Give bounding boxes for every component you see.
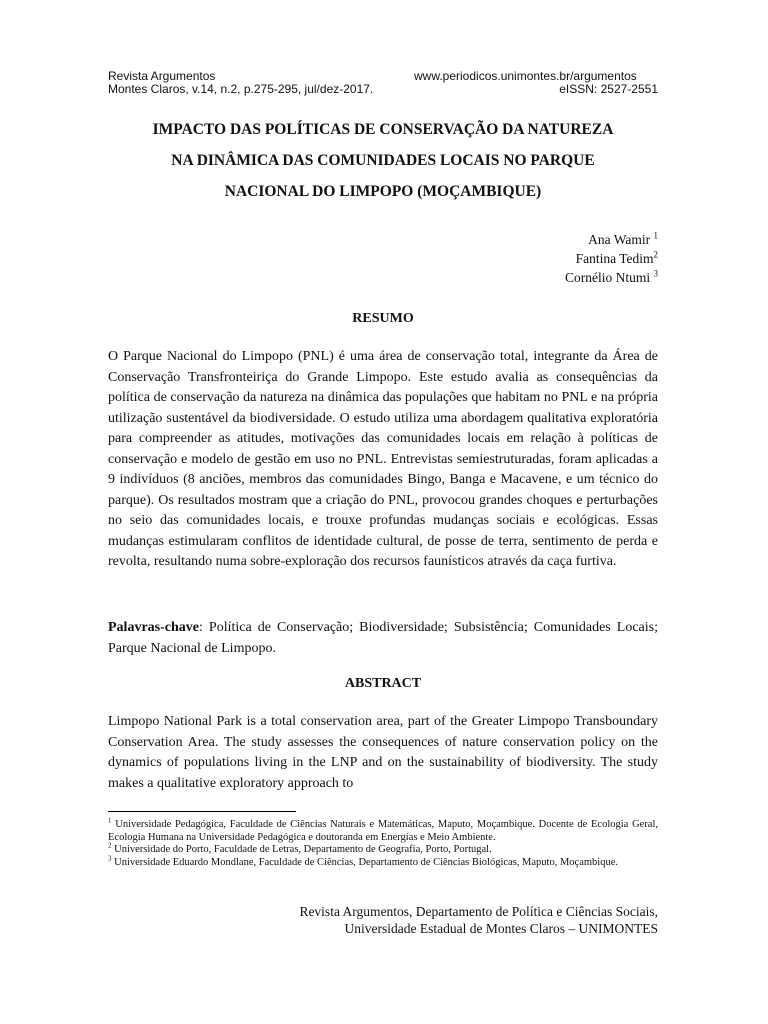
footer-line-1: Revista Argumentos, Departamento de Política e Ciências Sociais,: [299, 904, 658, 919]
footnote: [108, 816, 659, 844]
page-footer: [299, 903, 658, 937]
title-line-1: IMPACTO DAS POLÍTICAS DE CONSERVAÇÃO DA NATUREZA: [152, 121, 614, 138]
footnote-mark: 1: [108, 816, 112, 825]
author-list: [565, 230, 658, 287]
footnote-mark: 3: [108, 854, 112, 862]
author-name: Cornélio Ntumi: [565, 270, 651, 285]
author-affiliation-mark: 3: [653, 268, 658, 279]
journal-citation: Montes Claros, v.14, n.2, p.275-295, jul/dez-2017.: [108, 82, 374, 96]
footnote-text: Universidade do Porto, Faculdade de Letras, Departamento de Geografia, Porto, Portugal.: [114, 844, 492, 855]
paper-title: [108, 114, 658, 207]
footnote-mark: 2: [108, 841, 112, 850]
abstract-text: Limpopo National Park is a total conservation area, part of the Greater Limpopo Transboundary Conservation Area. The study assesses the consequences of nature conservation policy on the dynamics of populations living in the LNP and on the sustainability of biodiversity. The study makes a qualitative exploratory approach to: [108, 714, 658, 791]
footnote-text: Universidade Pedagógica, Faculdade de Ciências Naturais e Matemáticas, Maputo, Moçambique. Docente de Ecologia Geral, Ecologia Humana na Universidade Pedagógica e doutoranda em Energias e Meio Ambiente.: [108, 819, 659, 843]
author-name: Fantina Tedim: [575, 251, 654, 266]
journal-name: Revista Argumentos: [108, 69, 216, 83]
abstract-heading: ABSTRACT: [344, 676, 422, 691]
author-name: Ana Wamir: [588, 232, 651, 247]
author-affiliation-mark: 2: [653, 249, 658, 260]
author: [565, 249, 658, 268]
author: [565, 230, 658, 249]
keywords: [108, 618, 658, 659]
resumo-text: O Parque Nacional do Limpopo (PNL) é uma área de conservação total, integrante da Área de Conservação Transfronteiriça do Grande Limpopo. Este estudo avalia as consequências da política de conservação da natureza na dinâmica das populações que habitam no PNL e na própria utilização sustentável da biodiversidade. O estudo utiliza uma abordagem qualitativa exploratória para compreender as atitudes, motivações das comunidades locais em relação à políticas de conservação e modelo de gestão em uso no PNL. Entrevistas semiestruturadas, foram aplicadas a 9 indivíduos (8 anciões, membros das comunidades Bingo, Banga e Macavene, e um técnico do parque). Os resultados mostram que a criação do PNL, provocou grandes choques e perturbações no seio das comunidades locais, e trouxe profundas mudanças sociais e ecológicas. Essas mudanças estimularam conflitos de identidade cultural, de posse de terra, sentimento de perda e revolta, resultando numa sobre-exploração dos recursos faunísticos através da caça furtiva.: [108, 349, 658, 569]
footnotes: [108, 816, 659, 869]
footnote-text: Universidade Eduardo Mondlane, Faculdade de Ciências, Departamento de Ciências Biológicas, Maputo, Moçambique.: [114, 856, 618, 868]
title-line-3: NACIONAL DO LIMPOPO (MOÇAMBIQUE): [224, 183, 542, 200]
footnote: [108, 854, 658, 870]
author: [565, 268, 658, 287]
resumo-heading: RESUMO: [352, 311, 414, 326]
author-affiliation-mark: 1: [653, 230, 658, 241]
journal-eissn: eISSN: 2527-2551: [559, 82, 658, 96]
journal-url: www.periodicos.unimontes.br/argumentos: [414, 69, 637, 83]
footnote-divider: [108, 811, 296, 812]
keywords-label: Palavras-chave: [108, 620, 199, 635]
title-line-2: NA DINÂMICA DAS COMUNIDADES LOCAIS NO PARQUE: [171, 152, 595, 169]
footnote: [108, 841, 658, 857]
keywords-text: : Política de Conservação; Biodiversidade; Subsistência; Comunidades Locais; Parque Nacional de Limpopo.: [108, 620, 658, 656]
footer-line-2: Universidade Estadual de Montes Claros – UNIMONTES: [344, 921, 658, 936]
